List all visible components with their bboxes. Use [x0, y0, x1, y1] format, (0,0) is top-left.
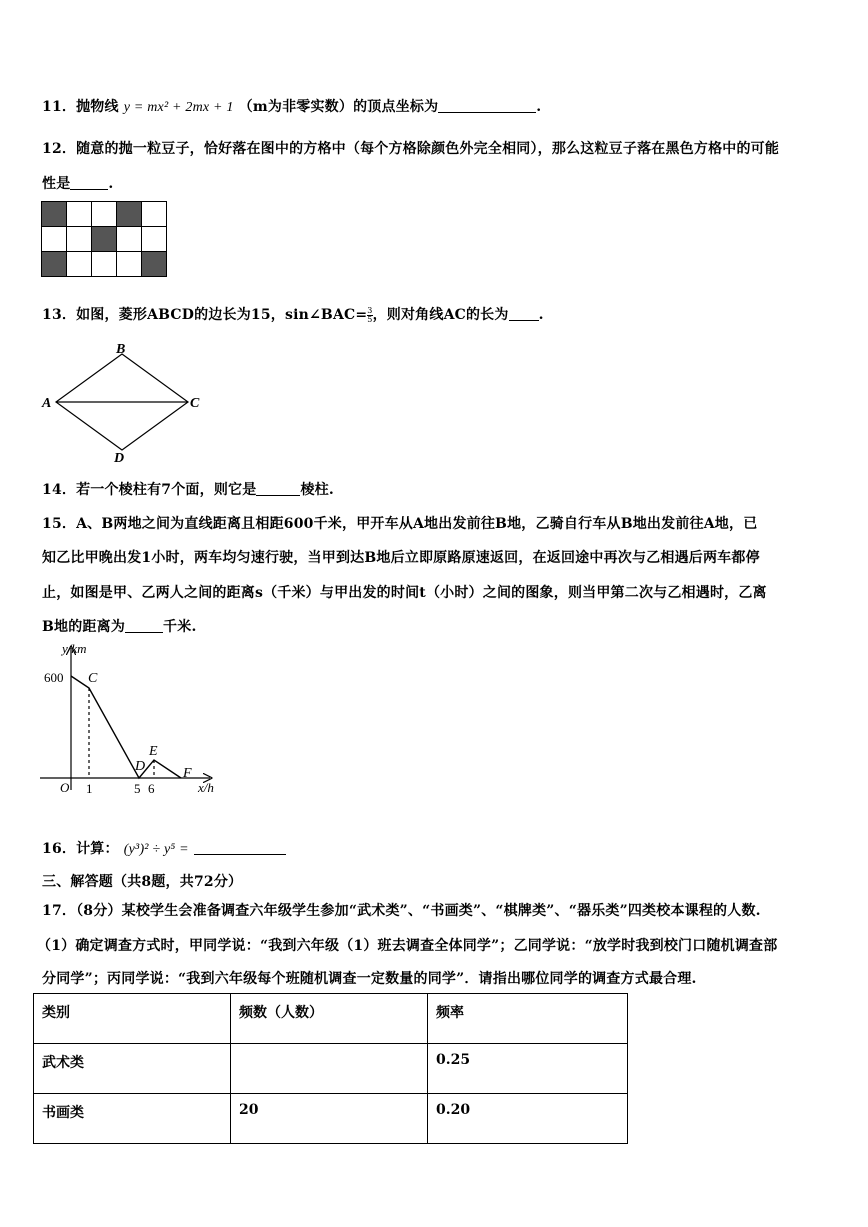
- grid-cell-white: [67, 227, 92, 252]
- point-e-label: E: [149, 744, 158, 759]
- distance-time-graph: [38, 640, 228, 802]
- table-header: 类别: [34, 994, 231, 1044]
- question-14: [42, 479, 334, 499]
- q14-text: 14．若一个棱柱有7个面，则它是: [42, 482, 257, 498]
- table-cell: 0.25: [428, 1044, 628, 1094]
- table-cell[interactable]: [231, 1044, 428, 1094]
- y-axis-label: y/km: [62, 641, 87, 656]
- label-a: A: [42, 396, 52, 411]
- grid-cell-white: [117, 227, 142, 252]
- x-tick-5: 5: [134, 781, 141, 796]
- grid-cell-white: [92, 202, 117, 227]
- x-tick-1: 1: [86, 781, 93, 796]
- table-header: 频数（人数）: [231, 994, 428, 1044]
- grid-row: [42, 252, 167, 277]
- rhombus-figure: [38, 338, 208, 466]
- table-cell: 书画类: [34, 1094, 231, 1144]
- point-c-label: C: [88, 671, 98, 686]
- q12-line2: 性是: [42, 176, 71, 192]
- x-tick-6: 6: [148, 781, 155, 796]
- q16-answer-blank[interactable]: [194, 840, 286, 855]
- point-d-label: D: [135, 759, 146, 774]
- grid-cell-white: [117, 252, 142, 277]
- y-tick-600: 600: [44, 670, 64, 685]
- q15-line3: 止，如图是甲、乙两人之间的距离s（千米）与甲出发的时间t（小时）之间的图象，则当甲第二次与乙相遇时，乙离: [42, 585, 767, 601]
- q15-answer-blank[interactable]: [125, 618, 163, 633]
- label-c: C: [190, 396, 200, 411]
- x-axis-label: x/h: [198, 780, 214, 795]
- grid-cell-white: [67, 202, 92, 227]
- grid-cell-white: [142, 227, 167, 252]
- label-b: B: [116, 342, 126, 357]
- q11-answer-blank[interactable]: [438, 98, 536, 113]
- q12-answer-blank[interactable]: [70, 175, 108, 190]
- q11-formula: y = mx² + 2mx + 1: [123, 100, 234, 115]
- q15-end: 千米.: [163, 619, 197, 635]
- section-heading: 三、解答题（共8题，共72分）: [42, 874, 243, 890]
- q16-text: 16．计算：: [42, 841, 119, 857]
- grid-cell-black: [42, 252, 67, 277]
- grid-cell-white: [142, 202, 167, 227]
- table-cell: 0.20: [428, 1094, 628, 1144]
- distance-line: [71, 676, 181, 778]
- q15-line2: 知乙比甲晚出发1小时，两车均匀速行驶，当甲到达B地后立即原路原速返回，在返回途中再次与乙相遇后两车都停: [42, 550, 760, 566]
- q16-formula: (y³)² ÷ y⁵ =: [123, 842, 189, 857]
- grid-cell-black: [92, 227, 117, 252]
- q15-line1: 15．A、B两地之间为直线距离且相距600千米，甲开车从A地出发前往B地，乙骑自行车从B地出发前往A地，已: [42, 516, 758, 532]
- q11-end: .: [536, 99, 542, 115]
- frac-denominator: 5: [367, 314, 373, 324]
- frac-numerator: 3: [367, 305, 373, 315]
- grid-row: [42, 227, 167, 252]
- grid-cell-black: [142, 252, 167, 277]
- q13-text: 13．如图，菱形ABCD的边长为15，sin∠BAC=: [42, 307, 368, 323]
- question-12-line2: [42, 173, 113, 193]
- q14-end: 棱柱.: [300, 482, 334, 498]
- q11-note: （m为非零实数）的顶点坐标为: [238, 99, 439, 115]
- question-11: [42, 96, 541, 116]
- q17-line1: 17．（8分）某校学生会准备调查六年级学生参加“武术类”、“书画类”、“棋牌类”、“器乐类”四类校本课程的人数.: [42, 903, 761, 919]
- q17-line3: 分同学”；丙同学说：“我到六年级每个班随机调查一定数量的同学”．请指出哪位同学的调查方式最合理.: [42, 971, 697, 987]
- table-row: [34, 1094, 628, 1144]
- grid-row: [42, 202, 167, 227]
- grid-cell-black: [42, 202, 67, 227]
- q14-answer-blank[interactable]: [256, 481, 300, 496]
- grid-cell-white: [67, 252, 92, 277]
- frequency-table: [33, 993, 628, 1144]
- question-16: [42, 838, 286, 858]
- question-13: [42, 304, 544, 324]
- table-cell: 20: [231, 1094, 428, 1144]
- q17-line2: （1）确定调查方式时，甲同学说：“我到六年级（1）班去调查全体同学”；乙同学说：“放学时我到校门口随机调查部: [37, 938, 778, 954]
- probability-grid: [41, 201, 167, 277]
- table-row: [34, 1044, 628, 1094]
- table-header-row: [34, 994, 628, 1044]
- label-d: D: [114, 451, 125, 466]
- q13-end: .: [538, 307, 544, 323]
- q12-line1: 12．随意的抛一粒豆子，恰好落在图中的方格中（每个方格除颜色外完全相同），那么这粒豆子落在黑色方格中的可能: [42, 141, 780, 157]
- point-f-label: F: [183, 766, 192, 781]
- q13-answer-blank[interactable]: [509, 306, 539, 321]
- table-cell: 武术类: [34, 1044, 231, 1094]
- q15-line4: B地的距离为: [42, 619, 126, 635]
- grid-cell-white: [42, 227, 67, 252]
- q13-text2: ，则对角线AC的长为: [372, 307, 509, 323]
- origin-label: O: [60, 780, 70, 795]
- q12-end: .: [108, 176, 114, 192]
- question-15-line4: [42, 616, 197, 636]
- table-header: 频率: [428, 994, 628, 1044]
- grid-cell-black: [117, 202, 142, 227]
- grid-cell-white: [92, 252, 117, 277]
- q11-prefix: 11．抛物线: [42, 99, 119, 115]
